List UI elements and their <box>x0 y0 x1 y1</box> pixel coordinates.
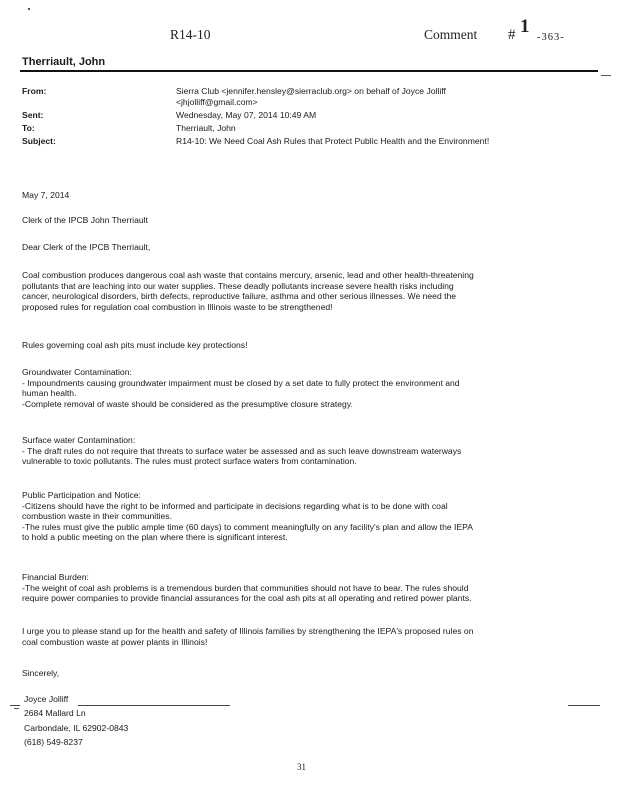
groundwater-line: -Complete removal of waste should be considered as the presumptive closure strategy. <box>22 398 353 409</box>
comment-label: Comment <box>424 27 478 42</box>
public-line: to hold a public meeting on the plan where there is significant interest. <box>22 532 288 543</box>
surface-line: - The draft rules do not require that threats to surface water be assessed and as such leave downstream waterways <box>22 445 462 456</box>
rules-statement: Rules governing coal ash pits must include key protections! <box>22 340 248 350</box>
to-value: Therriault, John <box>176 123 236 133</box>
surface-heading: Surface water Contamination: <box>22 435 136 445</box>
groundwater-section <box>22 367 582 409</box>
comment-hash: # <box>508 27 516 43</box>
groundwater-line: - Impoundments causing groundwater impairment must be closed by a set date to fully protect the environment and <box>22 377 460 388</box>
financial-line: require power companies to provide financial assurances for the coal ash pits at all operating and retired power plants. <box>22 593 472 604</box>
financial-section <box>22 572 582 604</box>
groundwater-line: human health. <box>22 388 77 399</box>
closing-line: coal combustion waste at power plants in Illinois! <box>22 636 208 647</box>
sent-value: Wednesday, May 07, 2014 10:49 AM <box>176 110 317 120</box>
sent-label: Sent: <box>22 110 44 120</box>
surface-line: vulnerable to toxic pollutants. The rules must protect surface waters from contamination. <box>22 456 357 467</box>
subject-value: R14-10: We Need Coal Ash Rules that Protect Public Health and the Environment! <box>176 136 490 146</box>
groundwater-heading: Groundwater Contamination: <box>22 367 132 377</box>
closing-line: I urge you to please stand up for the health and safety of Illinois families by strengthening the IEPA's proposed rules on <box>22 626 474 636</box>
from-label: From: <box>22 86 47 96</box>
surface-section <box>22 435 582 467</box>
from-value: Sierra Club <jennifer.hensley@sierraclub.org> on behalf of Joyce Jolliff <box>176 86 446 96</box>
scan-speck <box>28 8 30 10</box>
letter-salutation: Dear Clerk of the IPCB Therriault, <box>22 242 151 252</box>
recipient-name: Therriault, John <box>22 56 106 68</box>
from-email: <jhjolliff@gmail.com> <box>176 97 258 107</box>
signature-street: 2684 Mallard Ln <box>24 708 86 718</box>
header-rule <box>20 70 598 72</box>
public-heading: Public Participation and Notice: <box>22 490 141 500</box>
scan-speck <box>601 75 611 76</box>
closing-request <box>22 626 582 647</box>
docket-number: R14-10 <box>170 27 211 42</box>
intro-line: Coal combustion produces dangerous coal ash waste that contains mercury, arsenic, lead and other health-threatening <box>22 270 474 280</box>
to-label: To: <box>22 123 35 133</box>
signature-line-left <box>10 705 20 706</box>
public-line: combustion waste in their communities. <box>22 511 172 522</box>
letter-date: May 7, 2014 <box>22 190 70 200</box>
signoff: Sincerely, <box>22 668 60 678</box>
financial-line: -The weight of coal ash problems is a tremendous burden that communities should not have to bear. The rules should <box>22 582 469 593</box>
signature-line-right <box>568 705 600 706</box>
scan-speck <box>14 708 19 709</box>
signature-name: Joyce Jolliff <box>24 694 69 704</box>
page-number: 31 <box>297 762 306 772</box>
intro-paragraph <box>22 270 582 312</box>
public-line: -Citizens should have the right to be informed and participate in decisions regarding what is to be done with coal <box>22 500 448 511</box>
intro-line: cancer, neurological disorders, birth defects, reproductive failure, asthma and other serious illnesses. We need the <box>22 291 457 302</box>
comment-number: 1 <box>520 16 530 37</box>
signature-line <box>78 705 230 706</box>
signature-phone: (618) 549-8237 <box>24 737 83 747</box>
public-section <box>22 490 582 543</box>
financial-heading: Financial Burden: <box>22 572 89 582</box>
intro-line: proposed rules for regulation coal combustion in Illinois waste to be strengthened! <box>22 301 333 312</box>
letter-addressee: Clerk of the IPCB John Therriault <box>22 215 148 225</box>
intro-line: pollutants that are leaching into our water supplies. These deadly pollutants increase severe health risks including <box>22 280 454 291</box>
subject-label: Subject: <box>22 136 56 146</box>
comment-page-code: -363- <box>537 32 565 43</box>
public-line: -The rules must give the public ample time (60 days) to comment meaningfully on any facility's plan and allow the IEPA <box>22 521 473 532</box>
signature-city: Carbondale, IL 62902-0843 <box>24 723 129 733</box>
